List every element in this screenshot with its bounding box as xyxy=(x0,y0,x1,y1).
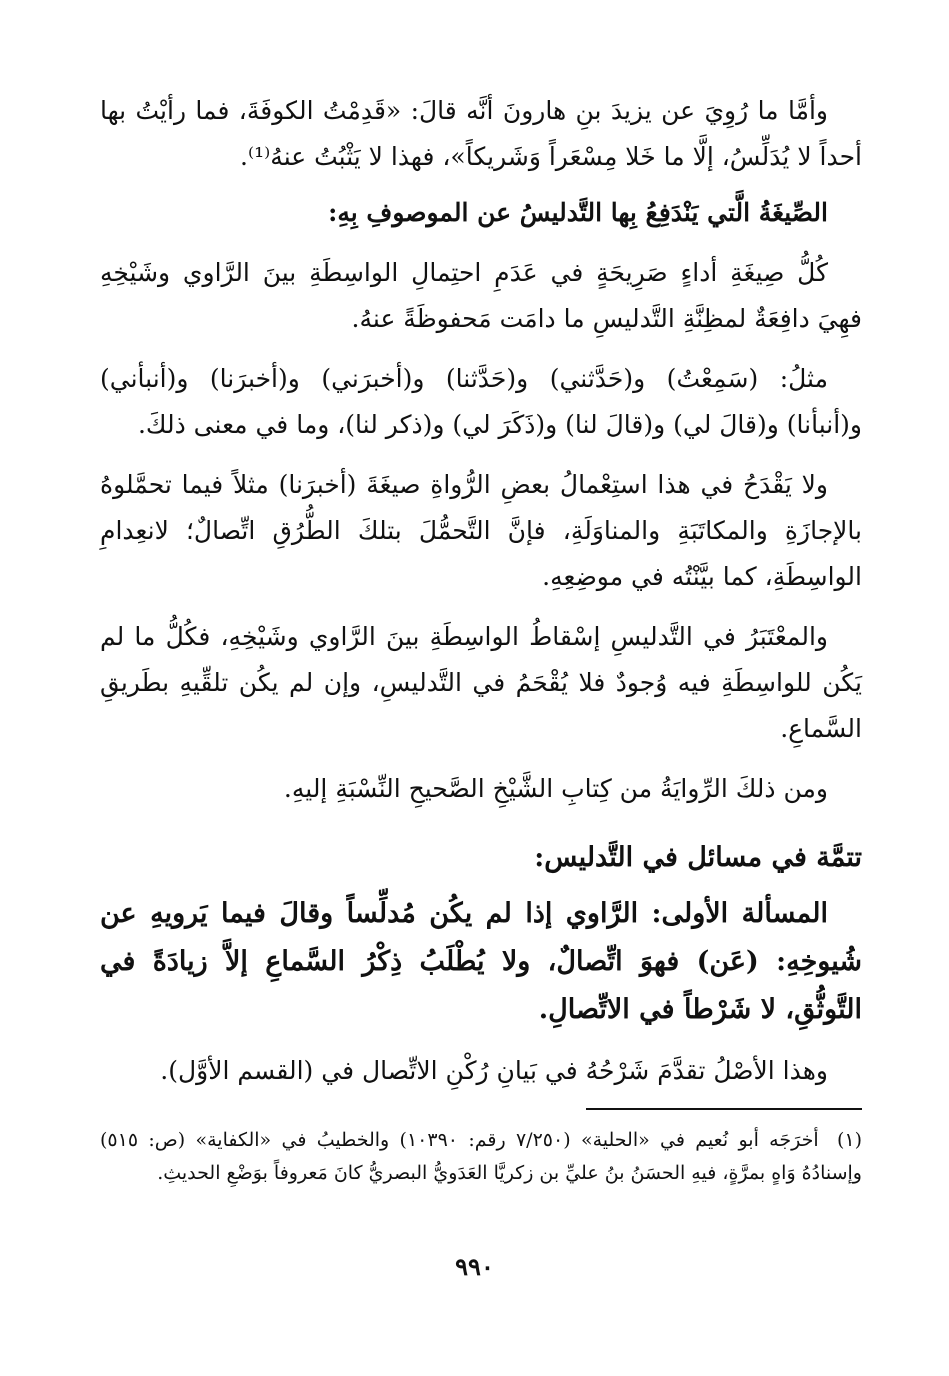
paragraph-yazid-narration: وأمَّا ما رُوِيَ عن يزيدَ بنِ هارونَ أنَّه قالَ: «قَدِمْتُ الكوفَةَ، فما رأيْتُ بها أحداً لا يُدَلِّسُ، إلَّا ما خَلا مِسْعَراً وَشَريكاً»، فهذا لا يَثْبُتُ عنهُ⁽¹⁾. xyxy=(100,96,862,171)
footnote-separator xyxy=(586,1108,862,1110)
paragraph-ijaza: ولا يَقْدَحُ في هذا استِعْمالُ بعضِ الرُّواةِ صيغَةَ (أخبرَنا) مثلاً فيما تحمَّلوهُ بالإجازَةِ والمكاتَبَةِ والمناوَلَةِ، فإنَّ التَّحمُّلَ بتلكَ الطُّرُقِ اتِّصالٌ؛ لانعِدامِ الواسِطَةِ، كما بيَّنْتُه في موضِعِهِ. xyxy=(100,470,862,591)
section-heading-issues: تتمَّة في مسائل في التَّدليس: xyxy=(534,842,862,873)
page-number: ٩٩٠ xyxy=(455,1252,494,1281)
page-body xyxy=(100,88,862,1108)
paragraph-book-narration: ومن ذلكَ الرِّوايَةُ من كِتابِ الشَّيْخِ الصَّحيحِ النِّسْبَةِ إليهِ. xyxy=(283,774,828,803)
heading-formula: الصِّيغَةُ الَّتي يَنْدَفِعُ بِها التَّدليسُ عن الموصوفِ بِهِ: xyxy=(328,198,828,227)
paragraph-principle: وهذا الأصْلُ تقدَّمَ شَرْحُهُ في بَيانِ رُكْنِ الاتِّصال في (القسم الأوَّل). xyxy=(160,1056,828,1085)
paragraph-explicit-formula: كُلُّ صِيغَةِ أداءٍ صَرِيحَةٍ في عَدَمِ احتِمالِ الواسِطَةِ بينَ الرَّاوي وشَيْخِهِ فهِيَ دافِعَةٌ لمظِنَّةِ التَّدليسِ ما دامَت مَحفوظَةً عنهُ. xyxy=(100,258,862,333)
paragraph-intermediary: والمعْتَبَرُ في التَّدليسِ إسْقاطُ الواسِطَةِ بينَ الرَّاوي وشَيْخِهِ، فكُلُّ ما لم يَكُن للواسِطَةِ فيه وُجودٌ فلا يُقْحَمُ في التَّدليسِ، وإن لم يكُن تلقِّيهِ بطَريقِ السَّماعِ. xyxy=(100,622,862,743)
paragraph-examples: مثلُ: (سَمِعْتُ) و(حَدَّثني) و(حَدَّثنا) و(أخبرَني) و(أخبرَنا) و(أنبأني) و(أنبأنا) و(قالَ لي) و(قالَ لنا) و(ذَكَرَ لي) و(ذكر لنا)، وما في معنى ذلكَ. xyxy=(100,364,862,439)
footnote xyxy=(100,1124,862,1190)
paragraph-first-issue: المسألة الأولى: الرَّاوي إذا لم يكُن مُدلِّساً وقالَ فيما يَرويهِ عن شُيوخِهِ: (عَن) فهوَ اتِّصالٌ، ولا يُطْلَبُ ذِكْرُ السَّماعِ إلاَّ زيادَةً في التَّوثُّقِ، لا شَرْطاً في الاتِّصالِ. xyxy=(100,898,862,1025)
footnote-text: أخرَجَه أبو نُعيم في «الحلية» (٧/٢٥٠ رقم: ١٠٣٩٠) والخطيبُ في «الكفاية» (ص: ٥١٥) وإسنادُهُ وَاهٍ بمرَّةٍ، فيهِ الحسَنُ بنُ عليِّ بن زكريَّا العَدَويُّ البصريُّ كانَ مَعروفاً بوَضْعِ الحديثِ. xyxy=(100,1129,862,1184)
footnote-number: (١) xyxy=(836,1129,862,1151)
